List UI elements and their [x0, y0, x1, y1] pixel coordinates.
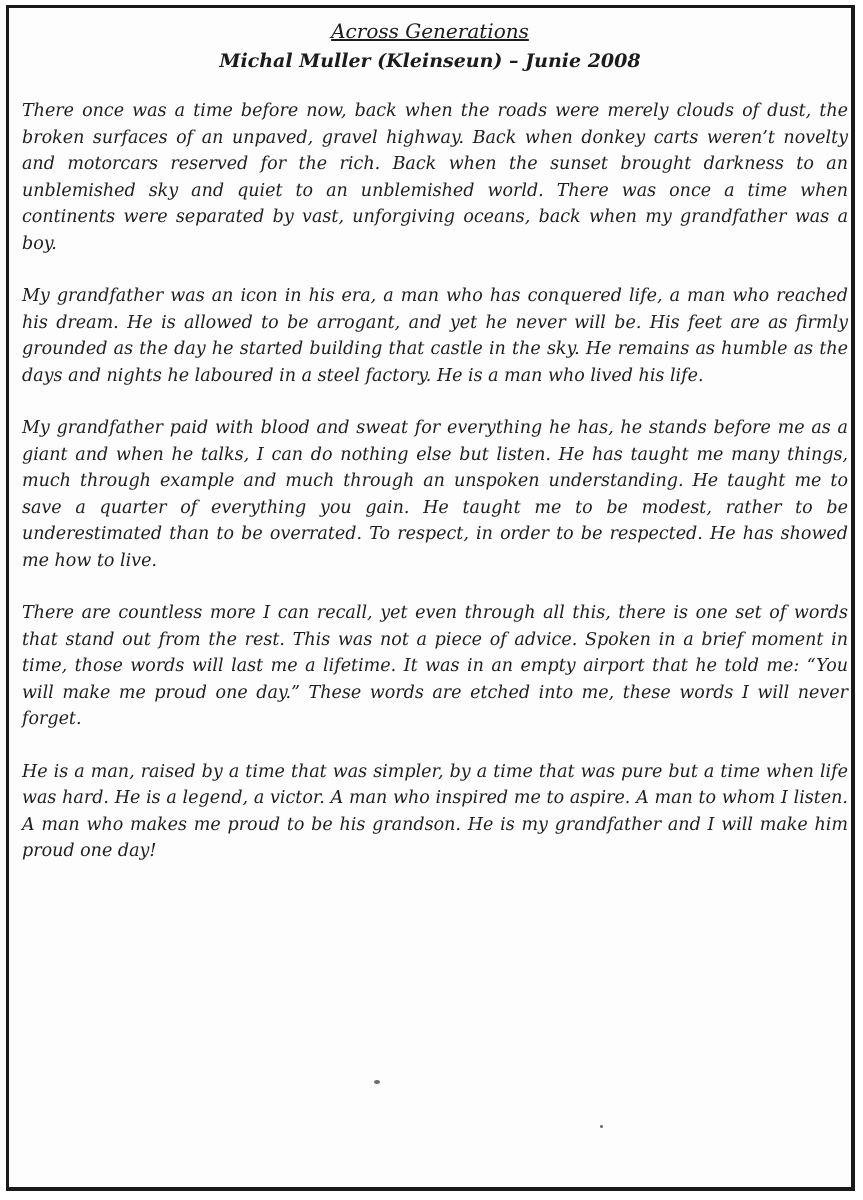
paragraph-1: There once was a time before now, back when the roads were merely clouds of dust, the broken surfaces of an unpaved, gravel highway. Back when donkey carts weren’t novelty and motorcars reserved for the rich. Back when the sunset brought darkness to an unblemished sky and quiet to an unblemished world. There was once a time when continents were separated by vast, unforgiving oceans, back when my grandfather was a boy.	[22, 101, 848, 254]
paragraph-4: There are countless more I can recall, yet even through all this, there is one set of words that stand out from the rest. This was not a piece of advice. Spoken in a brief moment in time, those words will last me a lifetime. It was in an empty airport that he told me: “You will make me proud one day.” These words are etched into me, these words I will never forget.	[22, 603, 848, 729]
document-title: Across Generations	[331, 19, 529, 43]
document-byline: Michal Muller (Kleinseun) – Junie 2008	[219, 50, 641, 72]
document-page	[6, 5, 855, 1191]
paragraph-2: My grandfather was an icon in his era, a man who has conquered life, a man who reached his dream. He is allowed to be arrogant, and yet he never will be. His feet are as firmly grounded as the day he started building that castle in the sky. He remains as humble as the days and nights he laboured in a steel factory. He is a man who lived his life.	[22, 286, 848, 386]
paragraph-3: My grandfather paid with blood and sweat for everything he has, he stands before me as a giant and when he talks, I can do nothing else but listen. He has taught me many things, much through example and much through an unspoken understanding. He taught me to save a quarter of everything you gain. He taught me to be modest, rather to be underestimated than to be overrated. To respect, in order to be respected. He has showed me how to live.	[22, 418, 848, 571]
scan-speck	[374, 1080, 380, 1084]
document-body	[22, 98, 848, 891]
paragraph-5: He is a man, raised by a time that was simpler, by a time that was pure but a time when life was hard. He is a legend, a victor. A man who inspired me to aspire. A man to whom I listen. A man who makes me proud to be his grandson. He is my grandfather and I will make him proud one day!	[22, 761, 848, 861]
scan-speck	[600, 1125, 603, 1128]
